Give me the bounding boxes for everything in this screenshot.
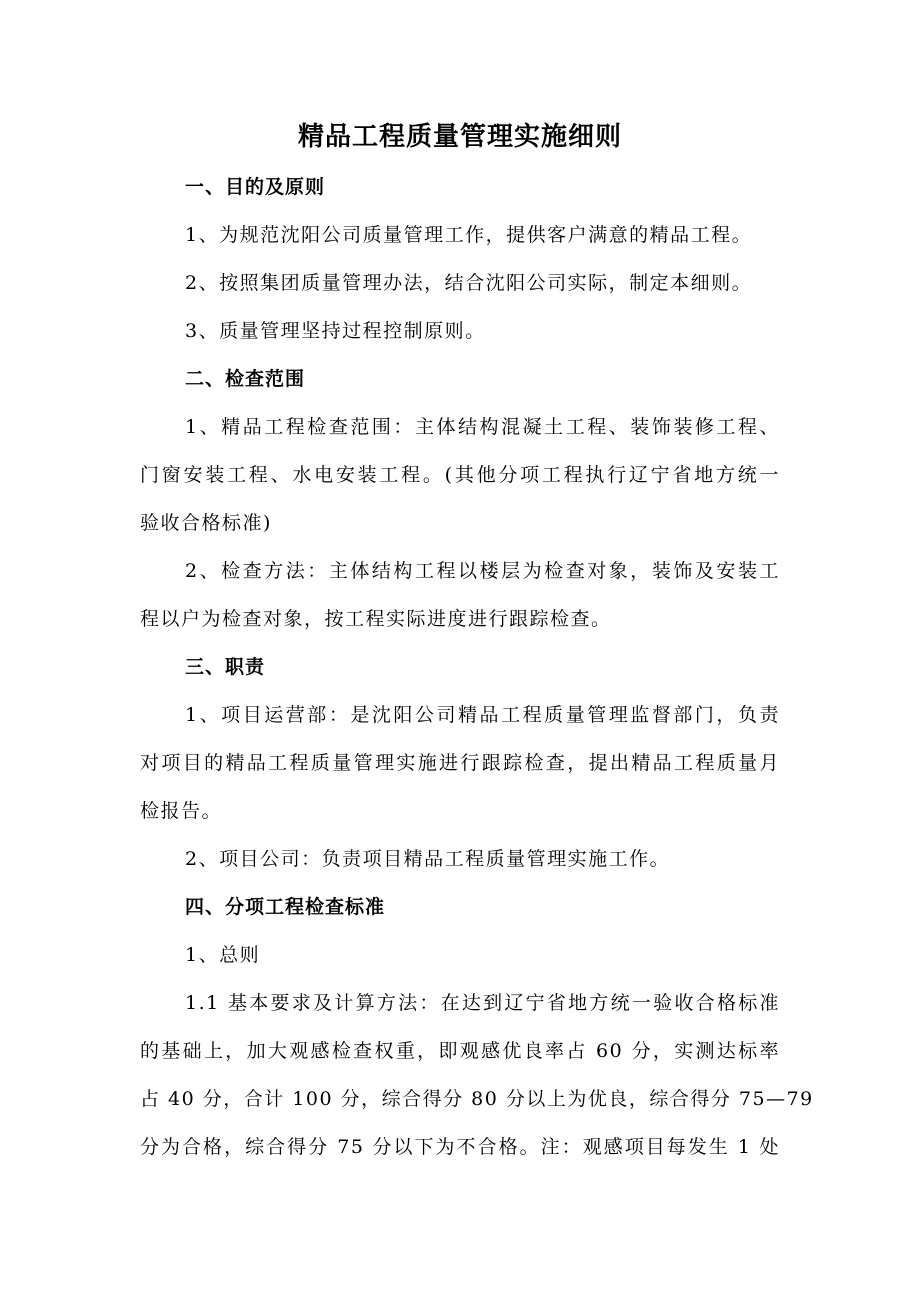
paragraph-line: 2、检查方法：主体结构工程以楼层为检查对象，装饰及安装工 bbox=[185, 560, 780, 582]
paragraph-line: 分为合格，综合得分 75 分以下为不合格。注：观感项目每发生 1 处 bbox=[140, 1136, 780, 1158]
paragraph-line: 2、项目公司：负责项目精品工程质量管理实施工作。 bbox=[185, 848, 671, 870]
section-heading: 一、目的及原则 bbox=[185, 176, 326, 198]
paragraph-line: 门窗安装工程、水电安装工程。(其他分项工程执行辽宁省地方统一 bbox=[140, 464, 780, 486]
paragraph-line: 占 40 分，合计 100 分，综合得分 80 分以上为优良，综合得分 75—79 bbox=[140, 1088, 814, 1110]
paragraph-line: 的基础上，加大观感检查权重，即观感优良率占 60 分，实测达标率 bbox=[140, 1040, 780, 1062]
document-title: 精品工程质量管理实施细则 bbox=[297, 122, 622, 152]
paragraph-line: 1、精品工程检查范围：主体结构混凝土工程、装饰装修工程、 bbox=[185, 416, 780, 438]
paragraph-line: 2、按照集团质量管理办法，结合沈阳公司实际，制定本细则。 bbox=[185, 272, 753, 294]
paragraph-line: 程以户为检查对象，按工程实际进度进行跟踪检查。 bbox=[140, 608, 612, 630]
paragraph-line: 1.1 基本要求及计算方法：在达到辽宁省地方统一验收合格标准 bbox=[185, 992, 780, 1014]
paragraph-line: 1、项目运营部：是沈阳公司精品工程质量管理监督部门，负责 bbox=[185, 704, 780, 726]
section-heading: 二、检查范围 bbox=[185, 368, 306, 390]
section-heading: 三、职责 bbox=[185, 656, 266, 678]
paragraph-line: 对项目的精品工程质量管理实施进行跟踪检查，提出精品工程质量月 bbox=[140, 752, 780, 774]
paragraph-line: 验收合格标准) bbox=[140, 512, 272, 534]
paragraph-line: 1、为规范沈阳公司质量管理工作，提供客户满意的精品工程。 bbox=[185, 224, 753, 246]
paragraph-line: 3、质量管理坚持过程控制原则。 bbox=[185, 320, 486, 342]
section-heading: 四、分项工程检查标准 bbox=[185, 896, 386, 918]
paragraph-line: 检报告。 bbox=[140, 800, 223, 822]
paragraph-line: 1、总则 bbox=[185, 944, 261, 966]
